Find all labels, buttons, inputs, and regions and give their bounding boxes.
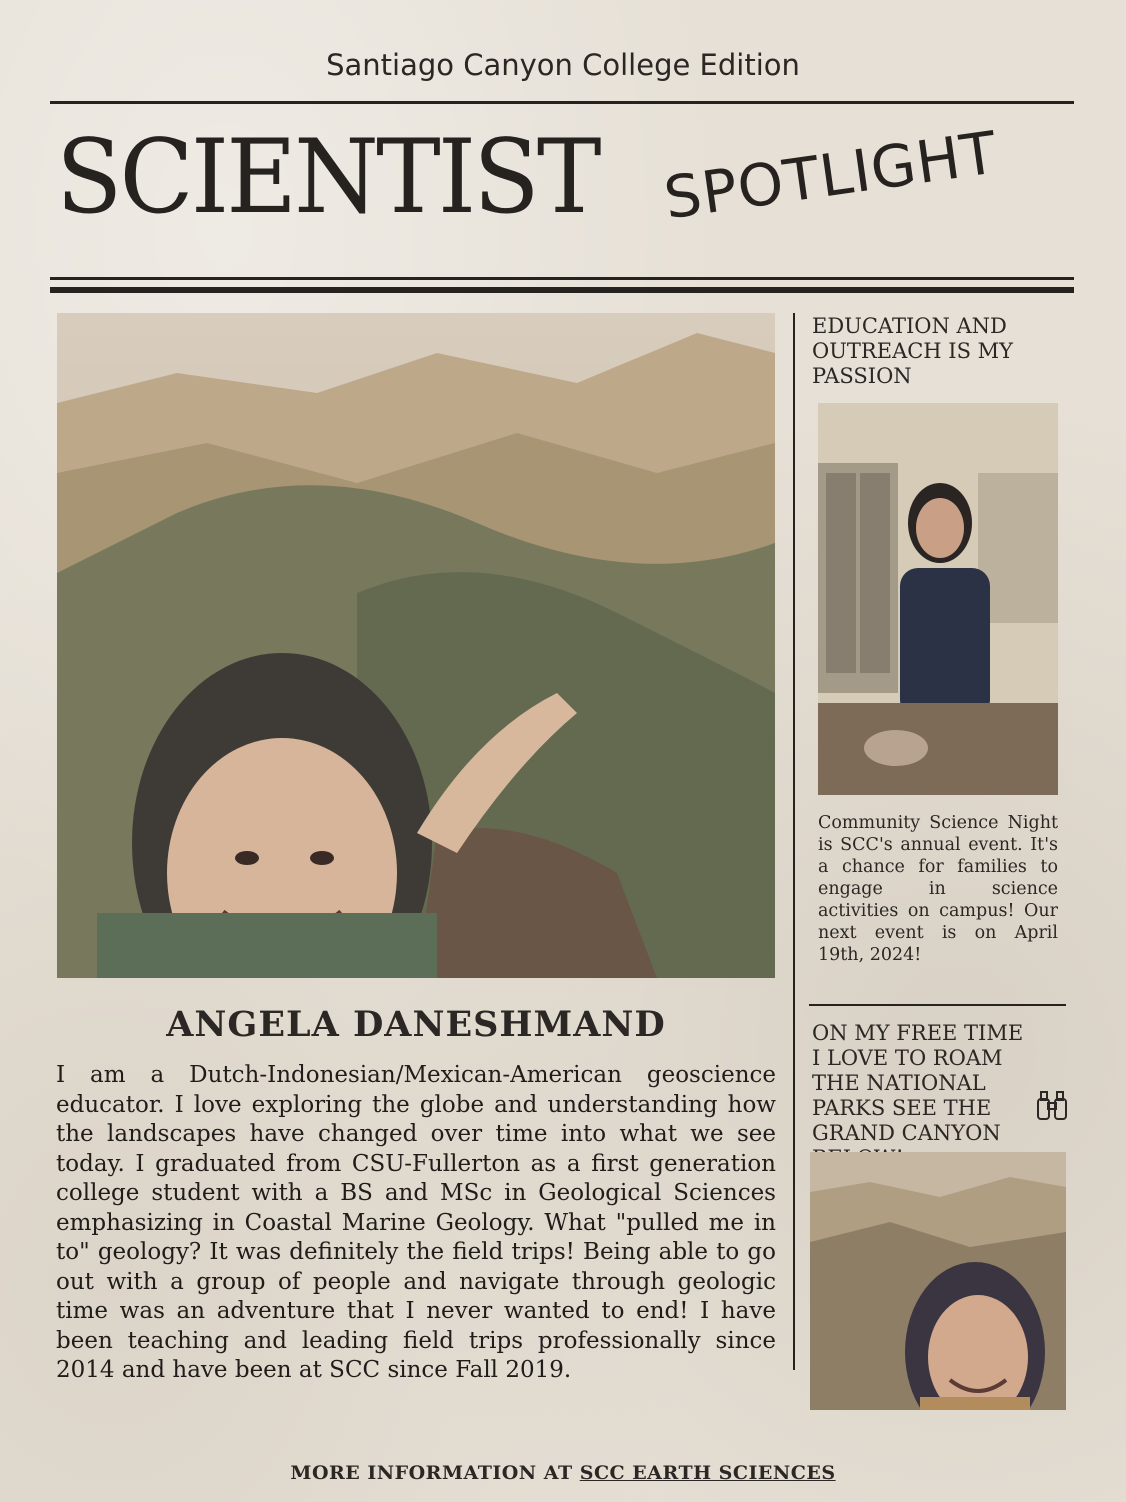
title-rule-thick bbox=[50, 287, 1074, 293]
title-rule-thin bbox=[50, 277, 1074, 280]
scc-earth-sciences-link[interactable]: SCC EARTH SCIENCES bbox=[579, 1462, 836, 1484]
outreach-photo bbox=[818, 403, 1058, 795]
edition-label: Santiago Canyon College Edition bbox=[326, 48, 800, 82]
scientist-bio: I am a Dutch-Indonesian/Mexican-American geoscience educator. I love exploring the globe and understanding how the landscapes have changed over time into what we see today. I graduated from CSU-Fullerton as a first generation college student with a BS and MSc in Geological Sciences emphasizing in Coastal Marine Geology. What "pulled me in to" geology? It was definitely the field trips! Being able to go out with a group of people and navigate through geologic time was an adventure that I never wanted to end! I have been teaching and leading field trips professionally since 2014 and have been at SCC since Fall 2019. bbox=[56, 1062, 776, 1383]
footer bbox=[0, 1462, 1126, 1484]
top-rule bbox=[50, 101, 1074, 104]
parks-heading: ON MY FREE TIME I LOVE TO ROAM THE NATIONAL PARKS SEE THE GRAND CANYON bbox=[812, 1021, 1024, 1145]
sidebar-divider bbox=[809, 1004, 1066, 1006]
main-photo bbox=[57, 313, 775, 978]
title-scientist: SCIENTIST bbox=[56, 118, 599, 237]
grand-canyon-photo bbox=[810, 1152, 1066, 1410]
scientist-name: ANGELA DANESHMAND bbox=[166, 1004, 666, 1045]
outreach-heading: EDUCATION AND OUTREACH IS MY PASSION bbox=[812, 314, 1014, 388]
outreach-photo-illustration bbox=[818, 403, 1058, 795]
footer-prefix: MORE INFORMATION AT bbox=[290, 1462, 580, 1484]
title-spotlight: SPOTLIGHT bbox=[660, 118, 1002, 233]
outreach-caption: Community Science Night is SCC's annual event. It's a chance for families to engage in science activities on campus! Our next event is on April 19th, 2024! bbox=[818, 813, 1058, 965]
binoculars-icon bbox=[1034, 1087, 1070, 1123]
grand-canyon-photo-illustration bbox=[810, 1152, 1066, 1410]
main-photo-illustration bbox=[57, 313, 775, 978]
column-divider bbox=[793, 313, 795, 1370]
